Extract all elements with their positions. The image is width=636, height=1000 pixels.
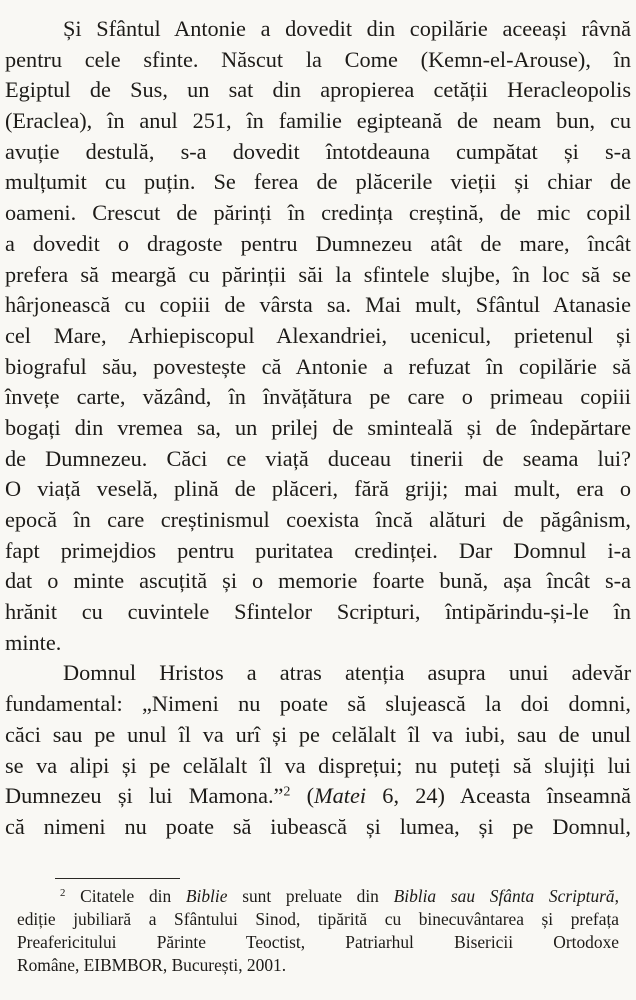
text-line: avuție destulă, s-a dovedit întotdeauna cumpătat și s-a	[5, 138, 631, 164]
text-line: dat o minte ascuțită și o memorie foarte bună, așa încât s-a	[5, 568, 631, 594]
text-line: (Eraclea), în anul 251, în familie egipteană de neam bun, cu	[5, 108, 631, 134]
footnote-italic: Biblia sau Sfânta Scriptură	[393, 886, 615, 906]
scripture-book: Matei	[314, 783, 367, 809]
footnote-text: ,	[614, 886, 619, 906]
text-line: oameni. Crescut de părinți în credința creștină, de mic copil	[5, 200, 631, 226]
text-line-with-footnote-ref	[5, 781, 631, 812]
text-line: căci sau pe unul îl va urî și pe celălalt îl va iubi, sau de unul	[5, 721, 631, 747]
footnote-text: sunt preluate din	[227, 886, 394, 906]
text-line: Și Sfântul Antonie a dovedit din copilărie aceeași râvnă	[63, 16, 631, 41]
paragraph-2	[5, 658, 631, 842]
text-line: epocă în care creștinismul coexista încă alături de păgânism,	[5, 507, 631, 532]
ref-rest: 6, 24) Aceasta înseamnă	[366, 783, 631, 809]
text-line: hârjonească cu copiii de vârsta sa. Mai mult, Sfântul Atanasie	[5, 292, 631, 318]
footnote	[0, 885, 636, 977]
footnote-italic: Biblie	[185, 886, 228, 906]
text-line: învețe carte, văzând, în învățătura pe care o primeau copiii	[5, 384, 631, 410]
text-line: Domnul Hristos a atras atenția asupra unui adevăr	[63, 660, 631, 686]
text-line: fundamental: „Nimeni nu poate să slujească la doi domni,	[5, 691, 631, 717]
text-line: că nimeni nu poate să iubească și lumea, și pe Domnul,	[5, 813, 631, 839]
text-line: fapt primejdios pentru puritatea credinței. Dar Domnul i-a	[5, 537, 631, 563]
footnote-line: Române, EIBMBOR, București, 2001.	[17, 955, 287, 975]
footnote-line: Preafericitului Părinte Teoctist, Patriarhul Bisericii Ortodoxe	[17, 932, 619, 952]
footnote-line: ediție jubiliară a Sfântului Sinod, tipărită cu binecuvântarea și prefața	[17, 909, 619, 929]
text-line: Egiptul de Sus, un sat din apropierea cetății Heracleopolis	[5, 77, 631, 103]
footnote-number: 2	[60, 887, 66, 900]
footnote-separator	[55, 878, 180, 879]
text-line: a dovedit o dragoste pentru Dumnezeu atât de mare, încât	[5, 230, 631, 256]
footnote-text: Citatele din	[65, 886, 186, 906]
text-line: hrănit cu cuvintele Sfintelor Scripturi, întipărindu-și-le în	[5, 599, 631, 625]
text-line: cel Mare, Arhiepiscopul Alexandriei, ucenicul, prietenul și	[5, 322, 631, 348]
quote-end: Dumnezeu și lui Mamona.”	[5, 783, 284, 809]
text-line: de Dumnezeu. Căci ce viață duceau tinerii de seama lui?	[5, 445, 631, 471]
text-line: mulțumit cu puțin. Se ferea de plăcerile vieții și chiar de	[5, 169, 631, 195]
text-line: biograful său, povestește că Antonie a refuzat în copilărie să	[5, 353, 631, 379]
text-line: O viață veselă, plină de plăceri, fără griji; mai mult, era o	[5, 476, 631, 502]
footnote-marker[interactable]: 2	[283, 783, 291, 799]
text-line: prefera să meargă cu părinții săi la sfintele slujbe, în loc să se	[5, 261, 631, 287]
ref-open: (	[290, 783, 315, 809]
text-line: se va alipi și pe celălalt îl va disprețui; nu puteți să slujiți lui	[5, 752, 631, 778]
text-line: minte.	[5, 629, 62, 655]
paragraph-1	[5, 14, 631, 658]
text-line: bogați din vremea sa, un prilej de sminteală și de îndepărtare	[5, 414, 631, 440]
text-line: pentru cele sfinte. Născut la Come (Kemn-el-Arouse), în	[5, 46, 631, 72]
footnote-line	[60, 885, 619, 908]
